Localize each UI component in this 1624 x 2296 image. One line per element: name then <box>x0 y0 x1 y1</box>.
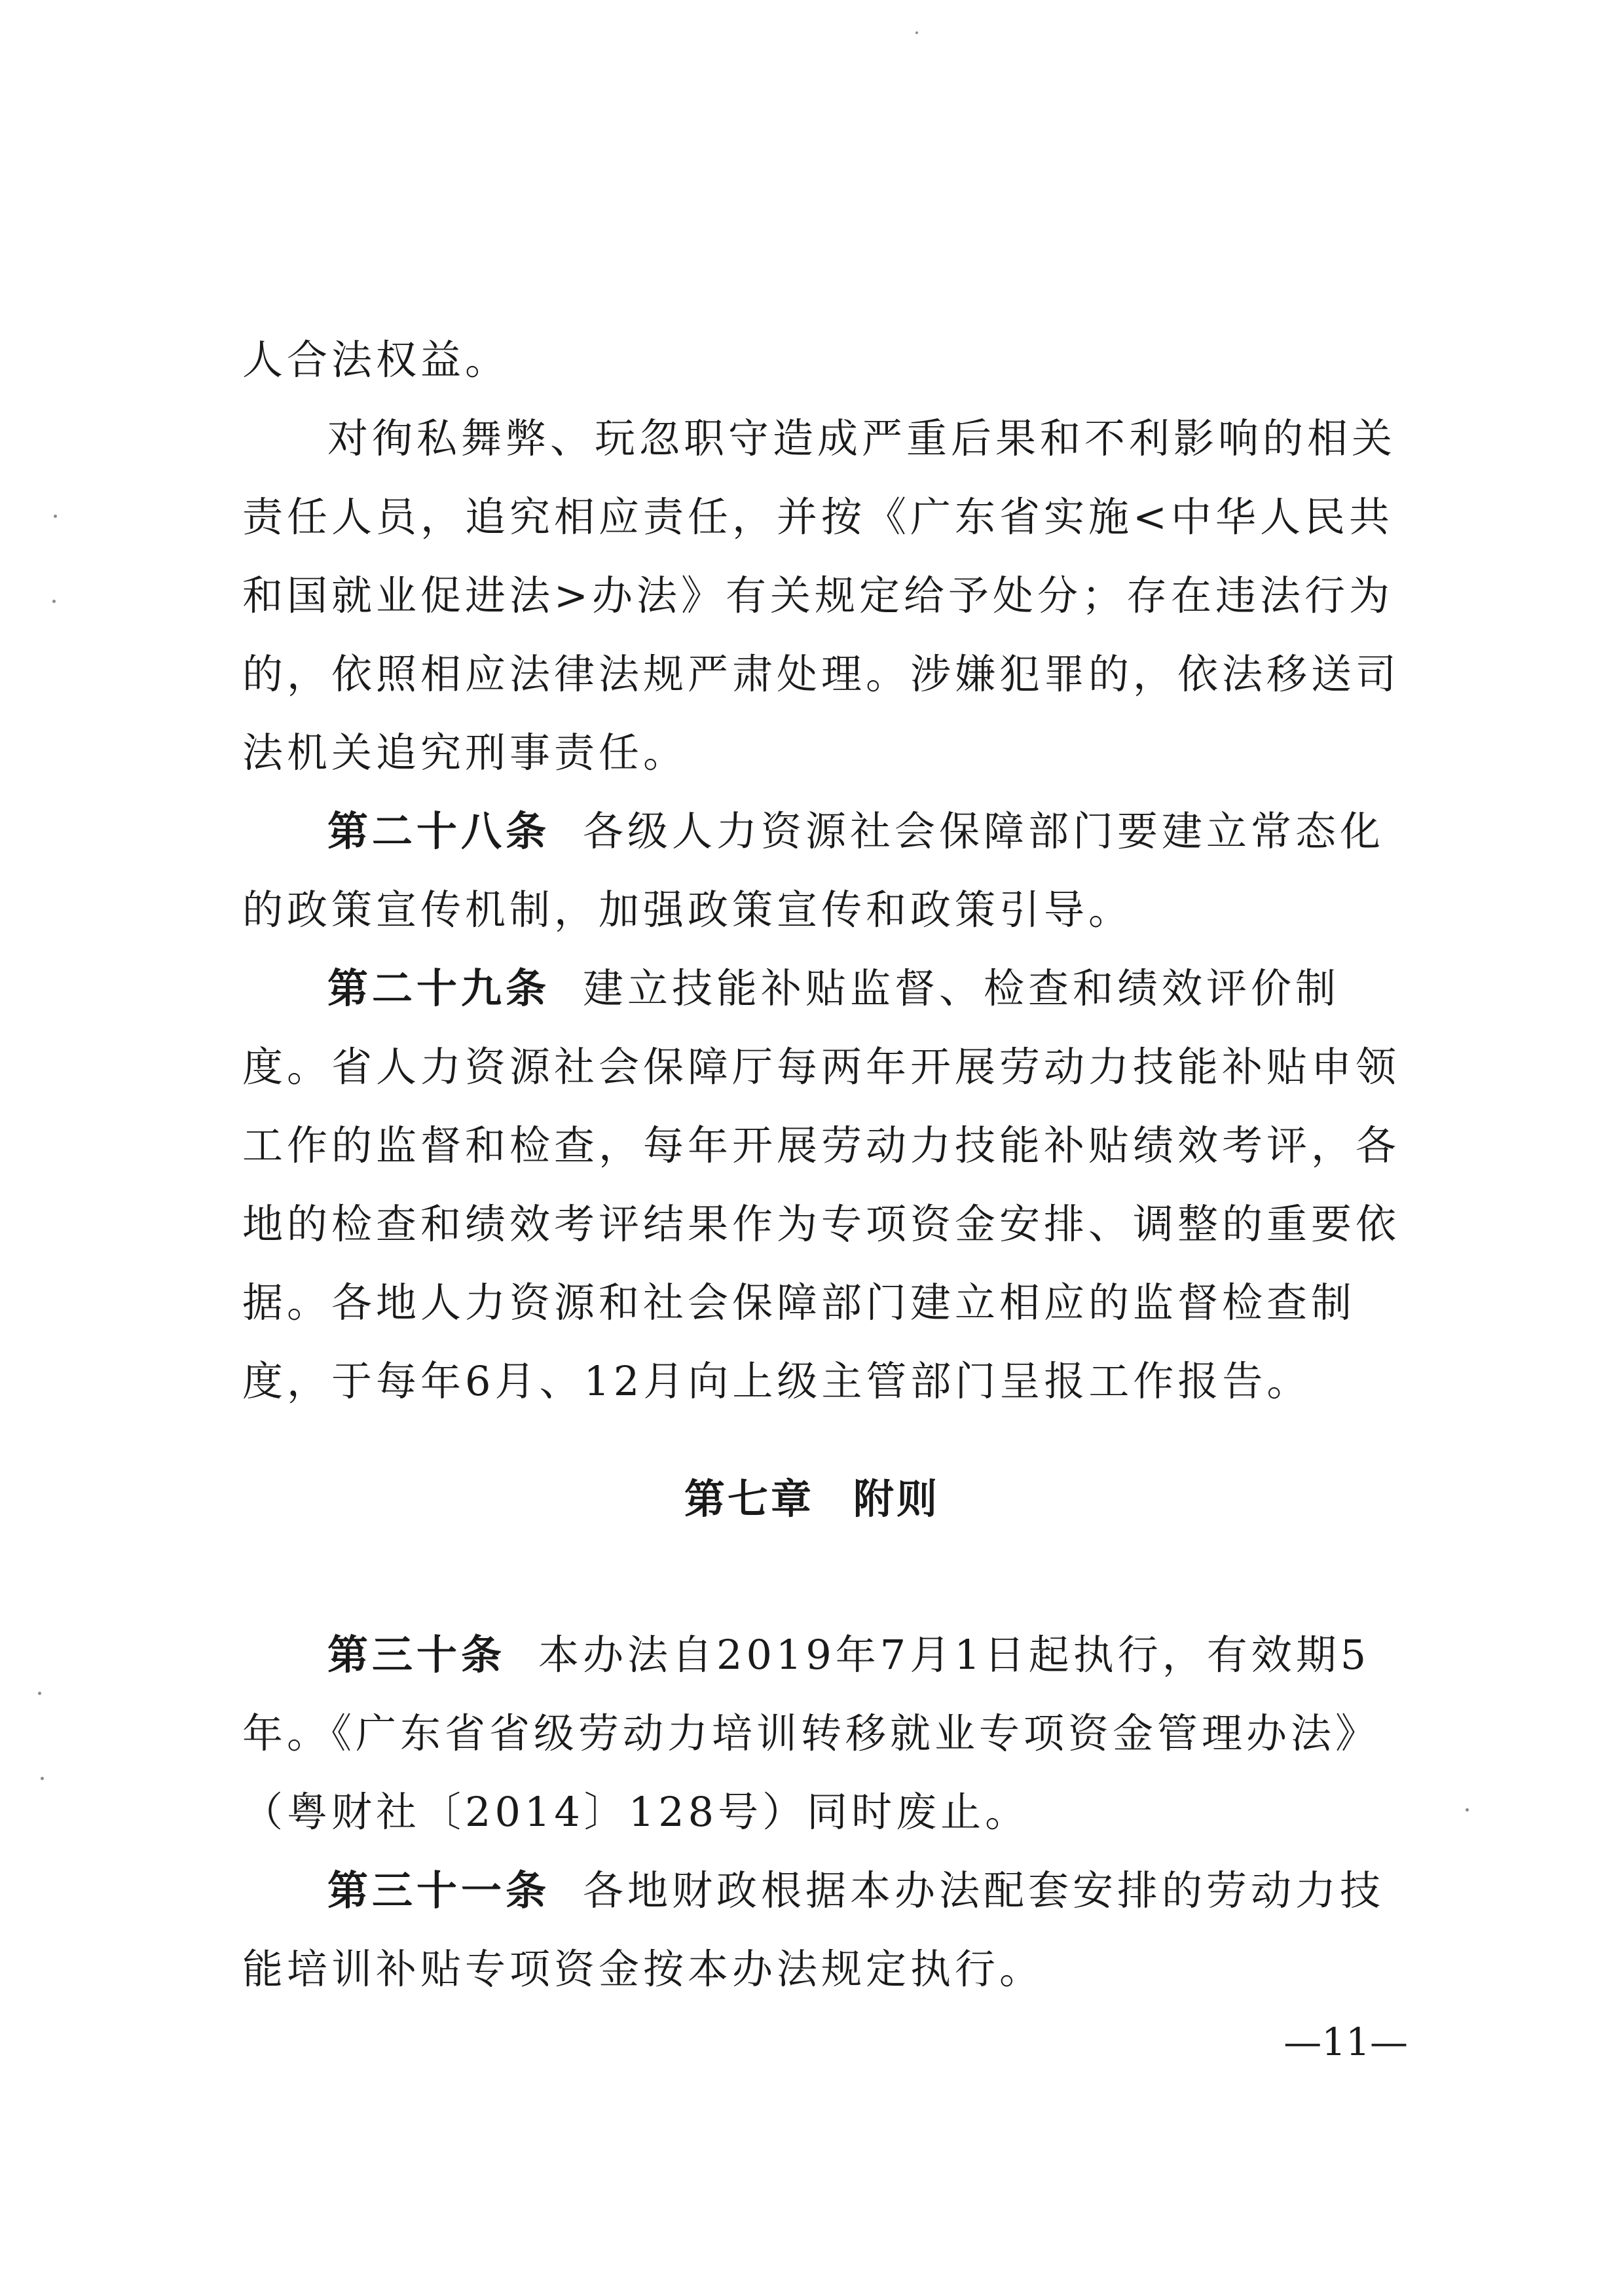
responsibility-paragraph: 对徇私舞弊、玩忽职守造成严重后果和不利影响的相关责任人员，追究相应责任，并按《广东省实施<中华人民共和国就业促进法>办法》有关规定给予处分；存在违法行为的，依照相应法律法规严肃处理。涉嫌犯罪的，依法移送司法机关追究刑事责任。 <box>242 414 1401 776</box>
continuation-line: 人合法权益。 <box>242 336 510 384</box>
scan-speck <box>915 31 918 34</box>
article-30 <box>242 1616 1408 1851</box>
article-30-text: 本办法自2019年7月1日起执行，有效期5年。《广东省省级劳动力培训转移就业专项资金管理办法》（粤财社〔2014〕128号）同时废止。 <box>242 1631 1380 1836</box>
article-31 <box>242 1851 1408 2009</box>
article-29-number: 第二十九条 <box>327 964 551 1012</box>
article-31-text: 各地财政根据本办法配套安排的劳动力技能培训补贴专项资金按本办法规定执行。 <box>242 1867 1385 1993</box>
body-text-lower <box>242 1616 1408 2009</box>
article-28-number: 第二十八条 <box>327 807 551 855</box>
article-29-text: 建立技能补贴监督、检查和绩效评价制度。省人力资源社会保障厅每两年开展劳动力技能补贴申领工作的监督和检查，每年开展劳动力技能补贴绩效考评，各地的检查和绩效考评结果作为专项资金安排、调整的重要依据。各地人力资源和社会保障部门建立相应的监督检查制度，于每年6月、12月向上级主管部门呈报工作报告。 <box>242 964 1401 1405</box>
scan-speck <box>41 1777 44 1780</box>
article-28 <box>242 792 1408 949</box>
page-number: —11— <box>1283 2020 1408 2064</box>
scan-speck <box>1466 1808 1469 1812</box>
scan-speck <box>54 515 57 518</box>
scan-speck <box>38 1692 41 1695</box>
chapter-title: 附则 <box>853 1475 940 1523</box>
chapter-heading <box>0 1467 1624 1525</box>
scan-speck <box>52 600 56 603</box>
article-30-number: 第三十条 <box>327 1631 506 1679</box>
chapter-number: 第七章 <box>684 1475 814 1523</box>
article-29 <box>242 949 1408 1421</box>
body-text-upper <box>242 321 1408 1421</box>
article-28-text: 各级人力资源社会保障部门要建立常态化的政策宣传机制，加强政策宣传和政策引导。 <box>242 807 1385 934</box>
article-31-number: 第三十一条 <box>327 1867 551 1914</box>
